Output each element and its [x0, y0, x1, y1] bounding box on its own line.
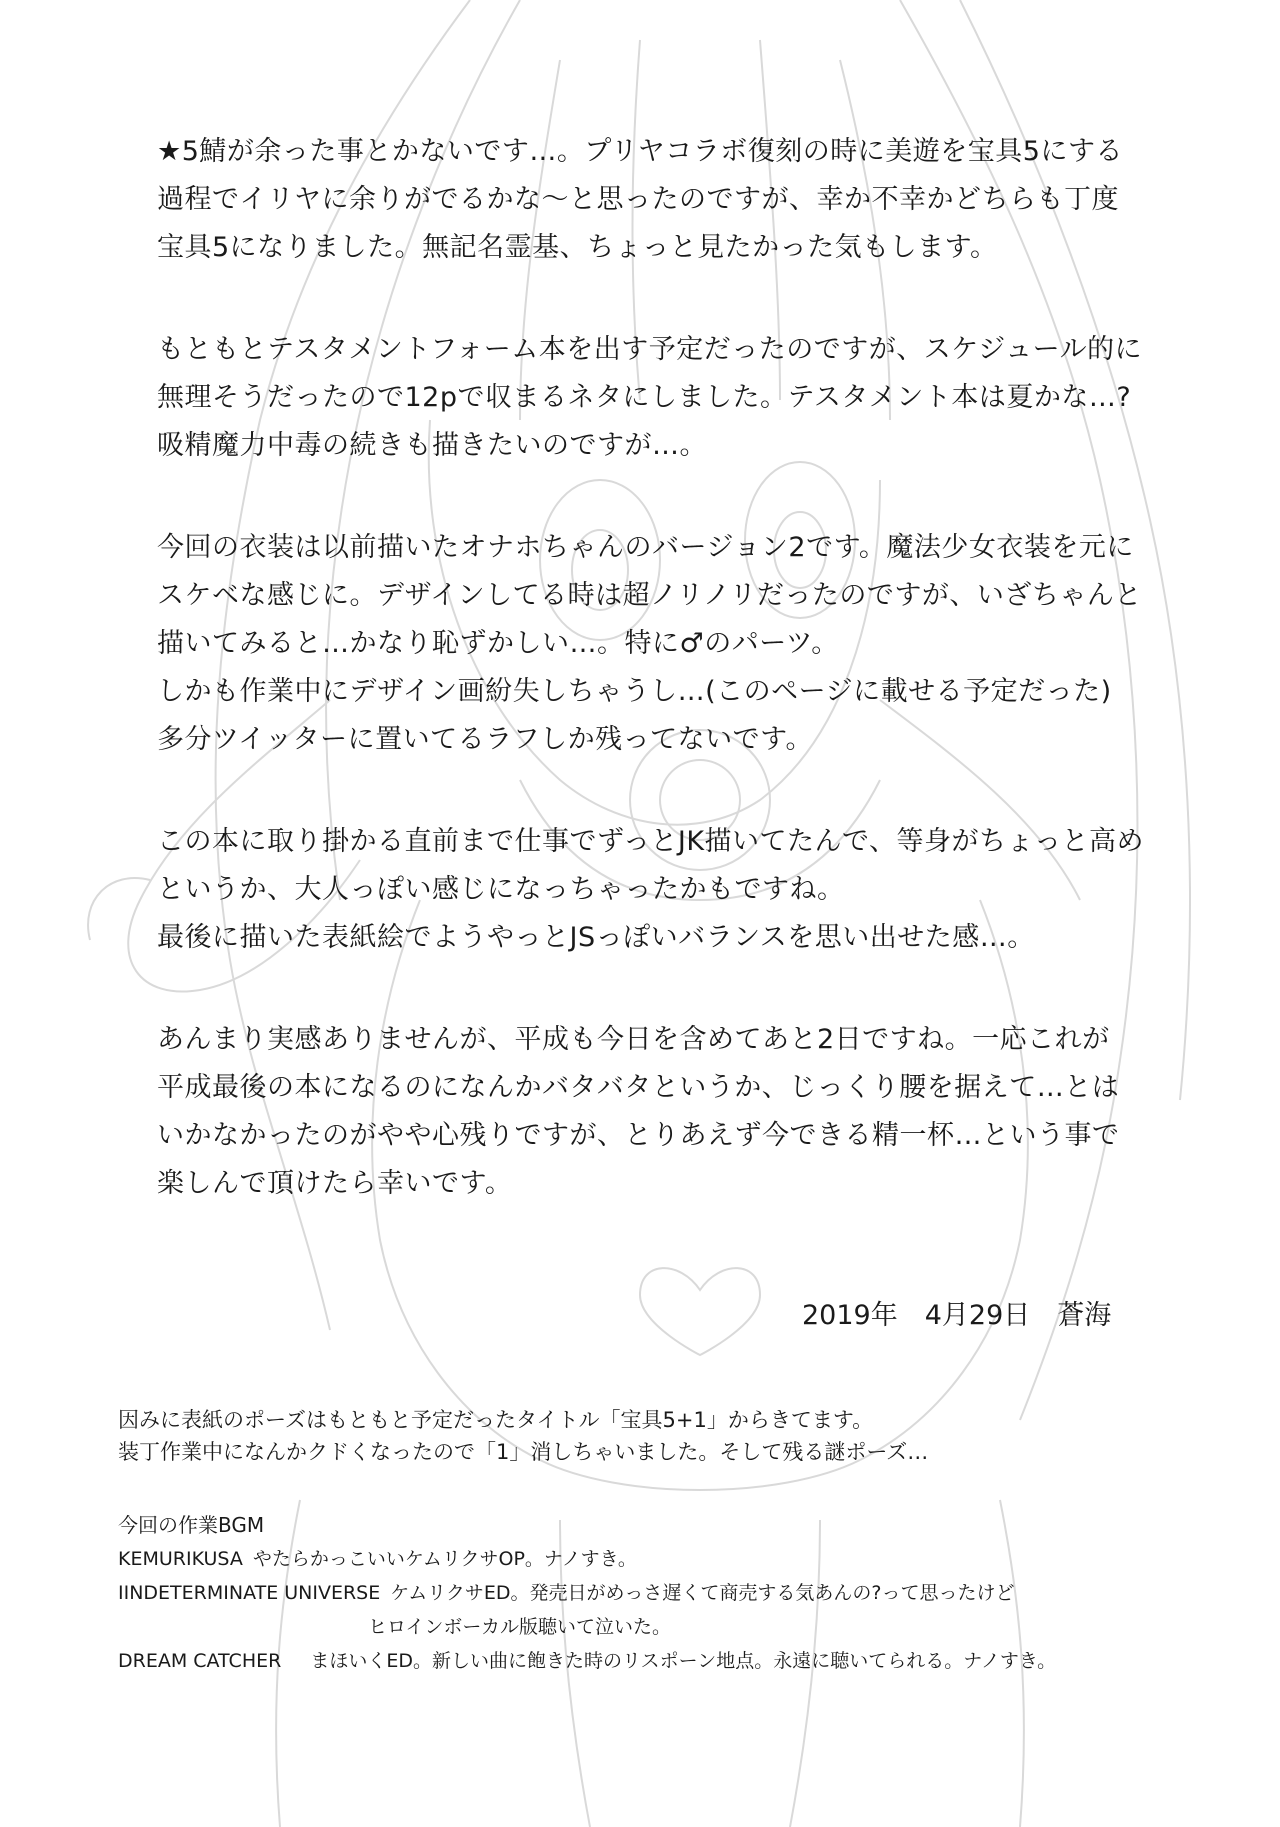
text-line: いかなかったのがやや心残りですが、とりあえず今できる精一杯…という事で [157, 1120, 1120, 1151]
bgm-song-title: KEMURIKUSA [118, 1548, 243, 1570]
bgm-item [118, 1576, 1258, 1610]
text-line: スケベな感じに。デザインしてる時は超ノリノリだったのですが、いざちゃんと [157, 580, 1142, 611]
text-line: この本に取り掛かる直前まで仕事でずっとJK描いてたんで、等身がちょっと高め [157, 826, 1145, 857]
text-line: 多分ツイッターに置いてるラフしか残ってないです。 [157, 724, 813, 755]
paragraph-2 [157, 326, 1147, 470]
text-line: というか、大人っぽい感じになっちゃったかもですね。 [157, 874, 845, 905]
bgm-item [118, 1542, 1258, 1576]
text-line: ★5鯖が余った事とかないです…。プリヤコラボ復刻の時に美遊を宝具5にする [157, 136, 1123, 167]
paragraph-4 [157, 818, 1147, 962]
text-line: 過程でイリヤに余りがでるかな〜と思ったのですが、幸か不幸かどちらも丁度 [157, 184, 1119, 215]
bgm-song-title: IINDETERMINATE UNIVERSE [118, 1582, 381, 1604]
bgm-comment: やたらかっこいいケムリクサOP。ナノすき。 [252, 1548, 637, 1570]
paragraph-5 [157, 1016, 1147, 1208]
note-line: 因みに表紙のポーズはもともと予定だったタイトル「宝具5+1」からきてます。 [118, 1408, 874, 1432]
text-line: 今回の衣装は以前描いたオナホちゃんのバージョン2です。魔法少女衣装を元に [157, 532, 1134, 563]
text-line: 無理そうだったので12pで収まるネタにしました。テスタメント本は夏かな…? [157, 382, 1132, 413]
text-line: 最後に描いた表紙絵でようやっとJSっぽいバランスを思い出せた感…。 [157, 922, 1035, 953]
note-line: 装丁作業中になんかクドくなったので「1」消しちゃいました。そして残る謎ポーズ… [118, 1440, 929, 1464]
bgm-song-title: DREAM CATCHER [118, 1650, 282, 1672]
bgm-item [118, 1644, 1258, 1678]
text-line: しかも作業中にデザイン画紛失しちゃうし…(このページに載せる予定だった) [157, 676, 1112, 707]
bgm-comment: まほいくED。新しい曲に飽きた時のリスポーン地点。永遠に聴いてられる。ナノすき。 [291, 1650, 1057, 1672]
text-line: 平成最後の本になるのになんかバタバタというか、じっくり腰を据えて…とは [157, 1072, 1120, 1103]
bgm-heading: 今回の作業BGM [118, 1513, 265, 1537]
bgm-comment-continuation: ヒロインボーカル版聴いて泣いた。 [368, 1616, 672, 1638]
text-line: もともとテスタメントフォーム本を出す予定だったのですが、スケジュール的に [157, 334, 1143, 365]
cover-pose-note [118, 1404, 1248, 1468]
text-line: 吸精魔力中毒の続きも描きたいのですが…。 [157, 430, 707, 461]
text-line: あんまり実感ありませんが、平成も今日を含めてあと2日ですね。一応これが [157, 1024, 1110, 1055]
work-bgm-section [118, 1508, 1258, 1678]
text-line: 楽しんで頂けたら幸いです。 [157, 1168, 513, 1199]
date-signature: 2019年 4月29日 蒼海 [802, 1300, 1112, 1331]
text-line: 描いてみると…かなり恥ずかしい…。特に♂のパーツ。 [157, 628, 839, 659]
bgm-comment: ケムリクサED。発売日がめっさ遅くて商売する気あんの?って思ったけど [390, 1582, 1015, 1604]
paragraph-3 [157, 524, 1147, 764]
paragraph-1 [157, 128, 1147, 272]
afterword-body [157, 128, 1147, 1262]
text-line: 宝具5になりました。無記名霊基、ちょっと見たかった気もします。 [157, 232, 998, 263]
